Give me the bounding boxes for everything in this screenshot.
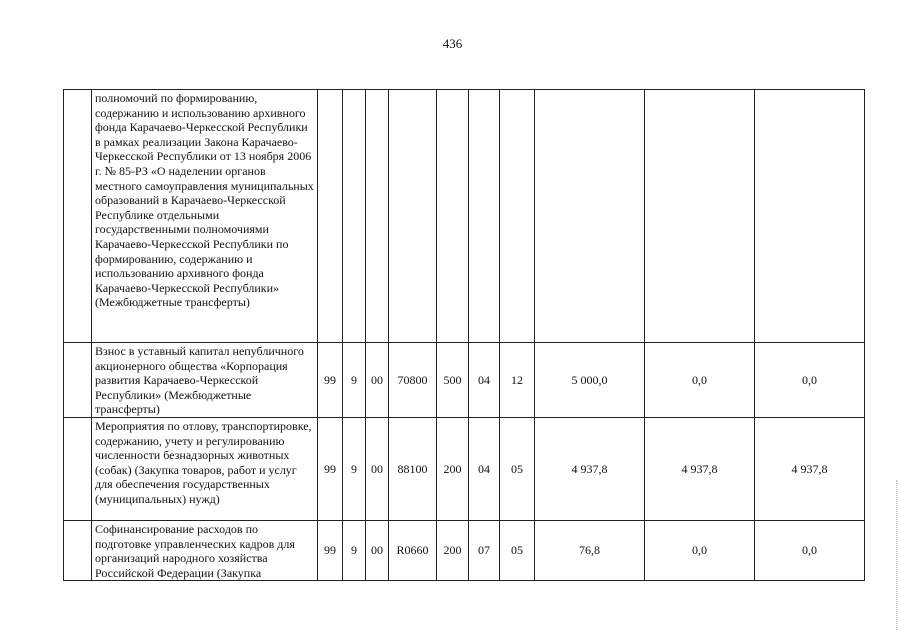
row-margin-cell	[64, 90, 92, 343]
page-number: 436	[442, 36, 463, 51]
row-description: Взнос в уставный капитал непубличного акционерного общества «Корпорация развития Карачаево-Черкесской Республики» (Межбюджетные трансферты)	[92, 343, 318, 418]
row-description: полномочий по формированию, содержанию и использованию архивного фонда Карачаево-Черкесской Республики в рамках реализации Закона Карачаево-Черкесской Республики от 13 ноября 2006 г. № 85-РЗ «О наделении органов местного самоуправления муниципальных образований в Карачаево-Черкесской Республике отдельными государственными полномочиями Карачаево-Черкесской Республики по формированию, содержанию и использованию архивного фонда Карачаево-Черкесской Республики» (Межбюджетные трансферты)	[92, 90, 318, 343]
table-row	[64, 417, 865, 520]
code-direction: R0660	[389, 520, 437, 580]
code-section	[469, 90, 500, 343]
code-direction	[389, 90, 437, 343]
row-margin-cell	[64, 520, 92, 580]
row-description: Мероприятия по отлову, транспортировке, содержанию, учету и регулированию численности безнадзорных животных (собак) (Закупка товаров, работ и услуг для обеспечения государственных (муниципальных) нужд)	[92, 417, 318, 520]
code-section: 04	[469, 417, 500, 520]
amount-year-1: 4 937,8	[535, 417, 645, 520]
code-main-event: 00	[366, 343, 389, 418]
code-expense-type: 200	[437, 520, 469, 580]
code-program	[318, 90, 343, 343]
code-subprogram: 9	[343, 343, 366, 418]
row-margin-cell	[64, 343, 92, 418]
code-subsection: 05	[500, 520, 535, 580]
code-main-event	[366, 90, 389, 343]
row-margin-cell	[64, 417, 92, 520]
amount-year-3	[755, 90, 865, 343]
code-subprogram	[343, 90, 366, 343]
amount-year-1: 76,8	[535, 520, 645, 580]
budget-table	[63, 89, 865, 581]
amount-year-3: 4 937,8	[755, 417, 865, 520]
table-row	[64, 90, 865, 343]
amount-year-3: 0,0	[755, 520, 865, 580]
amount-year-2	[645, 90, 755, 343]
code-direction: 88100	[389, 417, 437, 520]
code-main-event: 00	[366, 520, 389, 580]
code-expense-type: 200	[437, 417, 469, 520]
table-row	[64, 343, 865, 418]
code-expense-type: 500	[437, 343, 469, 418]
amount-year-3: 0,0	[755, 343, 865, 418]
code-program: 99	[318, 417, 343, 520]
code-direction: 70800	[389, 343, 437, 418]
table-row	[64, 520, 865, 580]
code-subprogram: 9	[343, 520, 366, 580]
amount-year-1: 5 000,0	[535, 343, 645, 418]
code-program: 99	[318, 520, 343, 580]
scan-margin-marks	[896, 480, 899, 630]
code-subprogram: 9	[343, 417, 366, 520]
row-description: Софинансирование расходов по подготовке управленческих кадров для организаций народного хозяйства Российской Федерации (Закупка	[92, 520, 318, 580]
code-expense-type	[437, 90, 469, 343]
amount-year-2: 0,0	[645, 343, 755, 418]
code-section: 07	[469, 520, 500, 580]
code-section: 04	[469, 343, 500, 418]
code-main-event: 00	[366, 417, 389, 520]
code-subsection: 05	[500, 417, 535, 520]
amount-year-1	[535, 90, 645, 343]
code-subsection	[500, 90, 535, 343]
code-program: 99	[318, 343, 343, 418]
code-subsection: 12	[500, 343, 535, 418]
amount-year-2: 4 937,8	[645, 417, 755, 520]
amount-year-2: 0,0	[645, 520, 755, 580]
